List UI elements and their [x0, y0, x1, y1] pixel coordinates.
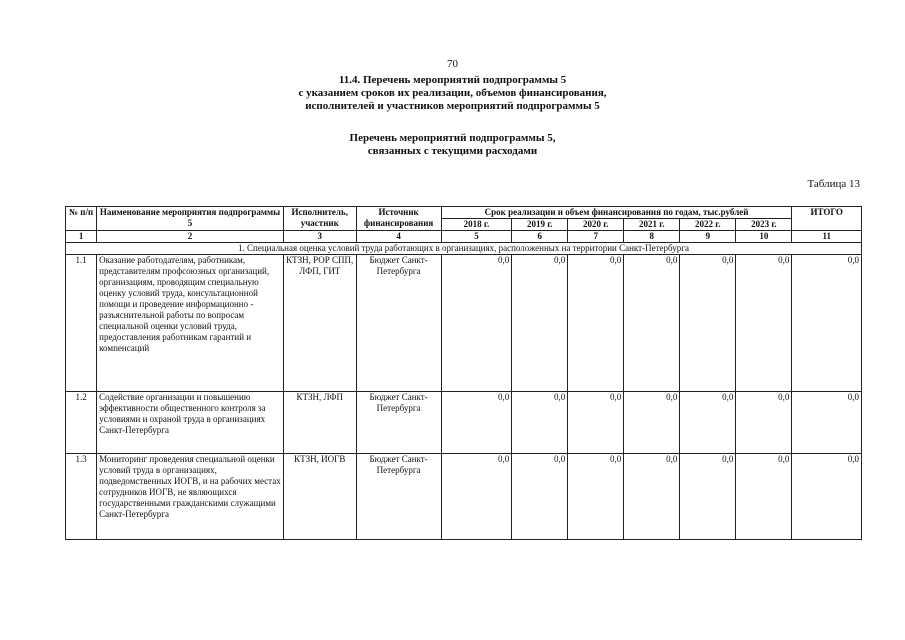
table-row	[66, 255, 862, 392]
row-num: 1.3	[66, 454, 97, 540]
row-value-2019: 0,0	[512, 454, 568, 540]
column-number: 3	[283, 231, 356, 243]
table-header-row	[66, 207, 862, 219]
column-number: 5	[441, 231, 512, 243]
column-number: 8	[624, 231, 680, 243]
page-number: 70	[447, 58, 458, 70]
row-value-2018: 0,0	[441, 454, 512, 540]
title-line: исполнителей и участников мероприятий подпрограммы 5	[305, 100, 600, 112]
document-title	[0, 74, 905, 113]
section-title: 1. Специальная оценка условий труда работающих в организациях, расположенных на территории Санкт-Петербурга	[66, 243, 862, 255]
section-row	[66, 243, 862, 255]
row-value-2023: 0,0	[736, 454, 792, 540]
column-number: 4	[356, 231, 441, 243]
measures-table	[65, 206, 862, 540]
column-number: 10	[736, 231, 792, 243]
row-name: Оказание работодателям, работникам, представителям профсоюзных организаций, организациям, проводящим специальную оценку условий труда, консультационной помощи и проведение информационно - разъяснительной работы по вопросам специальной оценки условий труда, предоставления работникам гарантий и компенсаций	[97, 255, 284, 392]
row-value-total: 0,0	[792, 392, 862, 454]
row-num: 1.2	[66, 392, 97, 454]
row-value-2021: 0,0	[624, 392, 680, 454]
header-num: № п/п	[66, 207, 97, 231]
row-source: Бюджет Санкт-Петербурга	[356, 255, 441, 392]
row-value-2023: 0,0	[736, 392, 792, 454]
header-name: Наименование мероприятия подпрограммы 5	[97, 207, 284, 231]
row-value-total: 0,0	[792, 454, 862, 540]
column-number: 6	[512, 231, 568, 243]
header-period: Срок реализации и объем финансирования по годам, тыс.рублей	[441, 207, 792, 219]
subtitle-line: связанных с текущими расходами	[367, 145, 538, 157]
column-number: 1	[66, 231, 97, 243]
table-label: Таблица 13	[807, 178, 860, 190]
row-value-2021: 0,0	[624, 255, 680, 392]
row-source: Бюджет Санкт-Петербурга	[356, 454, 441, 540]
row-value-2019: 0,0	[512, 255, 568, 392]
column-number: 2	[97, 231, 284, 243]
header-total: ИТОГО	[792, 207, 862, 231]
row-value-2020: 0,0	[568, 255, 624, 392]
header-executor: Исполнитель, участник	[283, 207, 356, 231]
row-value-2021: 0,0	[624, 454, 680, 540]
row-value-2020: 0,0	[568, 454, 624, 540]
header-year: 2023 г.	[736, 219, 792, 231]
row-source: Бюджет Санкт-Петербурга	[356, 392, 441, 454]
row-num: 1.1	[66, 255, 97, 392]
title-line: с указанием сроков их реализации, объемов финансирования,	[298, 87, 607, 99]
row-executor: КТЗН, ЛФП	[283, 392, 356, 454]
row-value-2022: 0,0	[680, 454, 736, 540]
table-row	[66, 392, 862, 454]
header-year: 2018 г.	[441, 219, 512, 231]
header-year: 2020 г.	[568, 219, 624, 231]
row-executor: КТЗН, ИОГВ	[283, 454, 356, 540]
column-number: 9	[680, 231, 736, 243]
row-name: Содействие организации и повышению эффективности общественного контроля за условиями и охраной труда в организациях Санкт-Петербурга	[97, 392, 284, 454]
column-numbers-row	[66, 231, 862, 243]
row-executor: КТЗН, РОР СПП, ЛФП, ГИТ	[283, 255, 356, 392]
row-value-2022: 0,0	[680, 392, 736, 454]
header-year: 2019 г.	[512, 219, 568, 231]
subtitle-line: Перечень мероприятий подпрограммы 5,	[349, 132, 556, 144]
column-number: 11	[792, 231, 862, 243]
column-number: 7	[568, 231, 624, 243]
document-subtitle	[0, 132, 905, 158]
title-line: 11.4. Перечень мероприятий подпрограммы 5	[338, 74, 567, 86]
row-value-2022: 0,0	[680, 255, 736, 392]
row-value-2018: 0,0	[441, 255, 512, 392]
header-year: 2021 г.	[624, 219, 680, 231]
row-value-total: 0,0	[792, 255, 862, 392]
row-value-2019: 0,0	[512, 392, 568, 454]
header-source: Источник финансирования	[356, 207, 441, 231]
row-value-2018: 0,0	[441, 392, 512, 454]
row-value-2020: 0,0	[568, 392, 624, 454]
header-year: 2022 г.	[680, 219, 736, 231]
row-name: Мониторинг проведения специальной оценки условий труда в организациях, подведомственных ИОГВ, и на рабочих местах сотрудников ИОГВ, не являющихся государственными гражданскими служащими Санкт-Петербурга	[97, 454, 284, 540]
table-row	[66, 454, 862, 540]
row-value-2023: 0,0	[736, 255, 792, 392]
